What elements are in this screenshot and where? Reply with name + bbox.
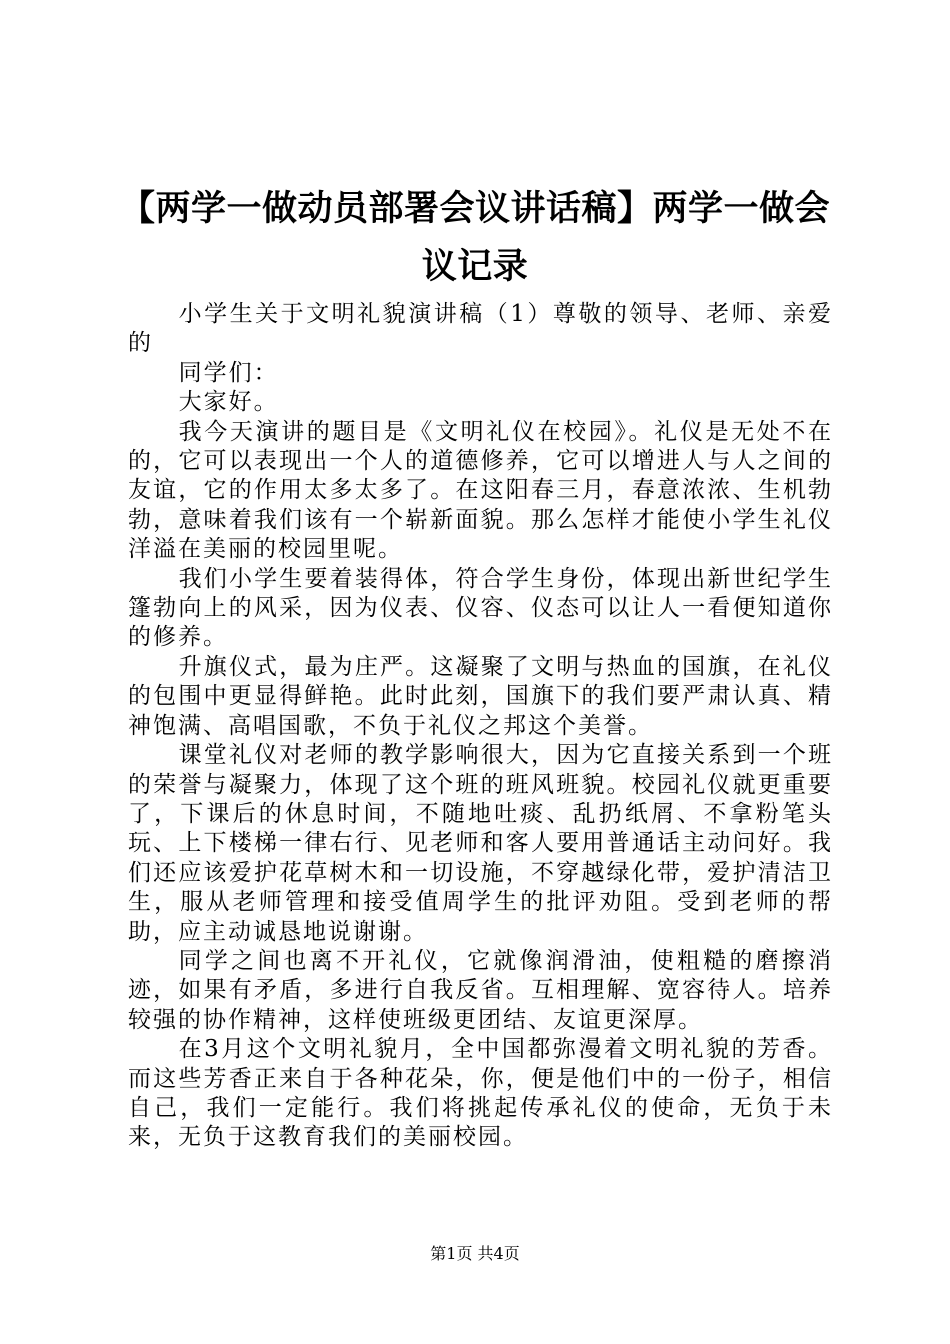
- paragraph-classroom: 课堂礼仪对老师的教学影响很大，因为它直接关系到一个班的荣誉与凝聚力，体现了这个班的班风班貌。校园礼仪就更重要了，下课后的休息时间，不随地吐痰、乱扔纸屑、不拿粉笔头玩、上下楼梯一律右行、见老师和客人要用普通话主动问好。我们还应该爱护花草树木和一切设施，不穿越绿化带，爱护清洁卫生，服从老师管理和接受值周学生的批评劝阻。受到老师的帮助，应主动诚恳地说谢谢。: [128, 742, 833, 945]
- paragraph-greeting: 同学们：: [178, 359, 279, 386]
- paragraph-classmates: 同学之间也离不开礼仪，它就像润滑油，使粗糙的磨擦消迹，如果有矛盾，多进行自我反省。互相理解、宽容待人。培养较强的协作精神，这样使班级更团结、友谊更深厚。: [128, 947, 833, 1033]
- paragraph-closing: 在3月这个文明礼貌月，全中国都弥漫着文明礼貌的芳香。而这些芳香正来自于各种花朵，你，便是他们中的一份子，相信自己，我们一定能行。我们将挑起传承礼仪的使命，无负于未来，无负于这教育我们的美丽校园。: [128, 1036, 833, 1151]
- paragraph-topic: 我今天演讲的题目是《文明礼仪在校园》。礼仪是无处不在的，它可以表现出一个人的道德修养，它可以增进人与人之间的友谊，它的作用太多太多了。在这阳春三月，春意浓浓、生机勃勃，意味着我们该有一个崭新面貌。那么怎样才能使小学生礼仪洋溢在美丽的校园里呢。: [128, 418, 833, 563]
- document-body: [128, 300, 833, 1153]
- document-title: [110, 180, 840, 296]
- paragraph-hello: 大家好。: [178, 389, 279, 416]
- paragraph-flag-ceremony: 升旗仪式，最为庄严。这凝聚了文明与热血的国旗，在礼仪的包围中更显得鲜艳。此时此刻，国旗下的我们要严肃认真、精神饱满、高唱国歌，不负于礼仪之邦这个美誉。: [128, 653, 833, 739]
- paragraph-intro: 小学生关于文明礼貌演讲稿（1）尊敬的领导、老师、亲爱的: [128, 301, 833, 357]
- paragraph-attire: 我们小学生要着装得体，符合学生身份，体现出新世纪学生篷勃向上的风采，因为仪表、仪容、仪态可以让人一看便知道你的修养。: [128, 565, 833, 651]
- page-footer: 第1页 共4页: [430, 1244, 520, 1263]
- title-line-1: 【两学一做动员部署会议讲话稿】两学一做会: [119, 189, 830, 229]
- title-line-2: 议记录: [421, 247, 529, 287]
